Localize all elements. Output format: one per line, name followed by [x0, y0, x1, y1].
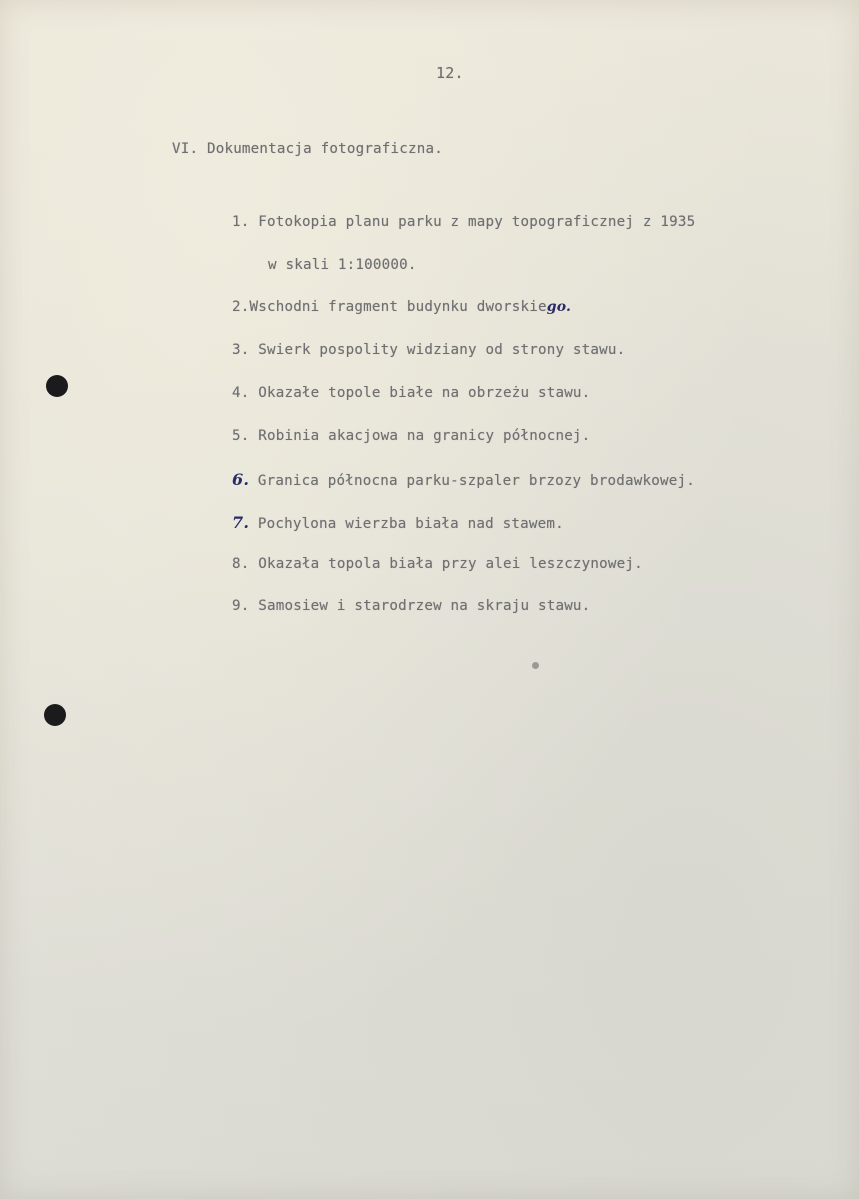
item-text: Pochylona wierzba biała nad stawem. [257, 516, 564, 532]
item-continuation: w skali 1:100000. [268, 257, 417, 273]
list-item [232, 513, 564, 532]
item-number: 4. [232, 385, 250, 401]
item-text: Fotokopia planu parku z mapy topograficznej z 1935 [258, 214, 696, 230]
item-number: 6. [232, 470, 250, 489]
list-item [232, 342, 625, 358]
paper-speck [532, 662, 539, 669]
item-number: 2. [232, 299, 250, 315]
list-item [232, 470, 695, 489]
item-number: 3. [232, 342, 250, 358]
item-number: 5. [232, 428, 250, 444]
list-item [232, 299, 571, 315]
item-text: Samosiew i starodrzew na skraju stawu. [258, 598, 591, 614]
item-number: 7. [232, 513, 250, 532]
item-text: Okazała topola biała przy alei leszczynowej. [258, 556, 643, 572]
section-title: VI. Dokumentacja fotograficzna. [172, 141, 443, 157]
item-text: Swierk pospolity widziany od strony stawu. [258, 342, 626, 358]
punch-hole [46, 375, 68, 397]
item-number: 1. [232, 214, 250, 230]
item-number: 9. [232, 598, 250, 614]
list-item [232, 428, 590, 444]
list-item [232, 214, 695, 230]
item-text: Robinia akacjowa na granicy północnej. [258, 428, 591, 444]
punch-hole [44, 704, 66, 726]
item-text: Wschodni fragment budynku dworskie [249, 299, 547, 315]
handwritten-annotation: go. [546, 299, 572, 315]
item-text: Okazałe topole białe na obrzeżu stawu. [258, 385, 591, 401]
list-item [232, 556, 643, 572]
page-number: 12. [436, 64, 464, 82]
list-item [232, 598, 590, 614]
item-number: 8. [232, 556, 250, 572]
list-item [232, 385, 590, 401]
item-text: Granica północna parku-szpaler brzozy brodawkowej. [257, 473, 695, 489]
